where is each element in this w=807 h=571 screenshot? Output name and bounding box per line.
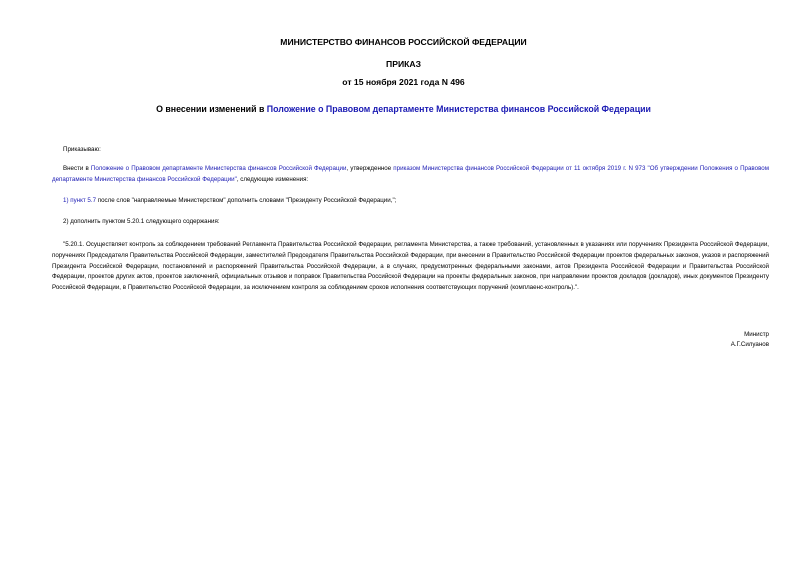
signature-position: Министр (744, 331, 769, 338)
intro-suffix: , следующие изменения: (236, 175, 309, 183)
regulation-link[interactable]: Положение о Правовом департаменте Министерства финансов Российской Федерации (90, 165, 347, 172)
intro-mid: , утвержденное (346, 165, 394, 172)
doc-type-heading: ПРИКАЗ (386, 59, 421, 69)
intro-prefix: Внести в (63, 165, 91, 172)
title-regulation-link[interactable]: Положение о Правовом департаменте Министерства финансов Российской Федерации (266, 104, 651, 114)
title-prefix: О внесении изменений в (156, 104, 267, 114)
quoted-point-5-20-1: "5.20.1. Осуществляет контроль за соблюдением требований Регламента Правительства Российской Федерации, регламента Министерства, а также требований, установленных в указаниях или поручениях Президента Российской Федерации, поручениях Председателя Правительства Российской Федерации, заместителей Председателя Правительства Российской Федерации, при внесении в Правительство Российской Федерации проектов федеральных законов, указов и распоряжений Президента Российской Федерации, постановлений и распоряжений Правительства Российской Федерации, а в случаях, предусмотренных федеральными законами, актов Президента Российской Федерации и Правительства Российской Федерации, проектов других актов, проектов заключений, официальных отзывов и поправок Правительства Российской Федерации на проекты федеральных законов, при направлении проектов докладов (докладов), иных документов Президенту Российской Федерации, в Правительство Российской Федерации, за исключением контроля за соблюдением сроков исполнения соответствующих поручений (комплаенс-контроль).". (52, 241, 769, 292)
item-2: 2) дополнить пунктом 5.20.1 следующего содержания: (63, 218, 220, 225)
intro-paragraph (52, 164, 769, 186)
item-1 (63, 196, 763, 207)
item1-prefix: 1) (63, 197, 71, 204)
order-973-link[interactable]: приказом Министерства финансов Российской Федерации от 11 октября 2019 г. N 973 "Об утверждении Положения о Правовом департаменте Министерства финансов Российской Федерации" (52, 165, 770, 183)
date-number-heading: от 15 ноября 2021 года N 496 (342, 77, 465, 87)
ministry-heading: МИНИСТЕРСТВО ФИНАНСОВ РОССИЙСКОЙ ФЕДЕРАЦИИ (280, 37, 527, 47)
document-title (0, 104, 807, 115)
item1-text: после слов "направляемые Министерством" дополнить словами "Президенту Российской Федерации,"; (96, 197, 397, 204)
point-5-7-link[interactable]: пункт 5.7 (70, 197, 97, 204)
order-word: Приказываю: (63, 146, 101, 153)
signature-name: А.Г.Силуанов (730, 341, 769, 348)
